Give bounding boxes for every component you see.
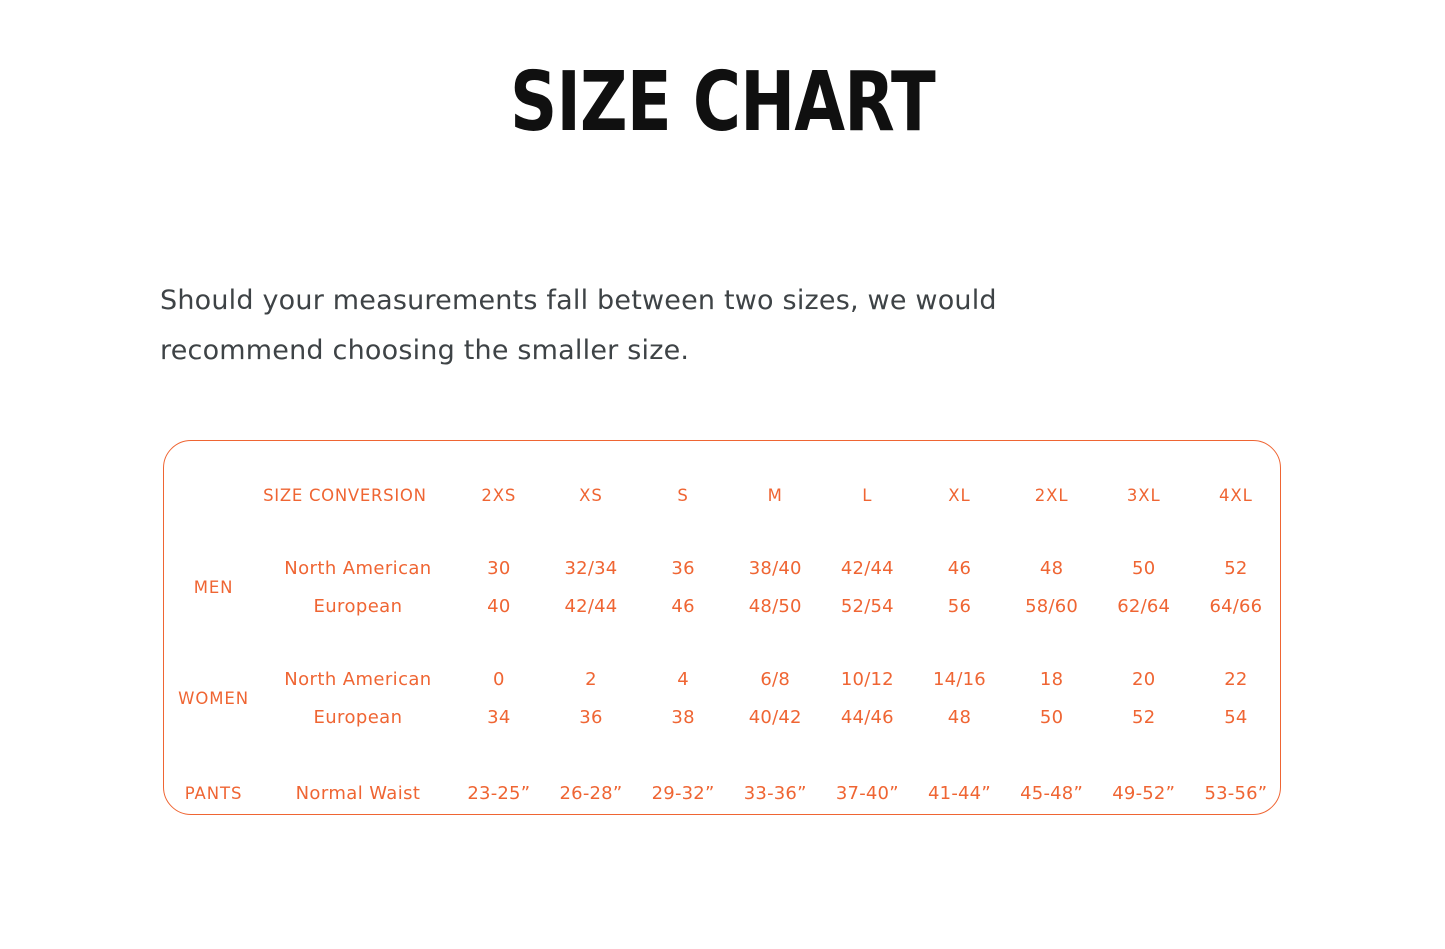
cell-women-na-l: 10/12 bbox=[840, 668, 894, 690]
row-spacer-cell bbox=[164, 626, 1282, 660]
cell-women-na-3xl: 20 bbox=[1132, 668, 1156, 690]
cell-women-eu-s: 38 bbox=[671, 707, 695, 729]
cell-pants-s: 29-32” bbox=[651, 783, 715, 805]
size-conversion-table bbox=[164, 441, 1282, 816]
row-spacer-cell bbox=[164, 737, 1282, 771]
row-label-men-north-american: North American bbox=[284, 557, 432, 579]
cell-men-na-xs: 32/34 bbox=[564, 557, 618, 579]
cell-pants-2xl: 45-48” bbox=[1020, 783, 1083, 805]
row-spacer bbox=[164, 626, 1282, 660]
cell-men-na-l: 42/44 bbox=[840, 557, 894, 579]
header-size-4xl: 4XL bbox=[1219, 485, 1253, 505]
cell-women-eu-2xl: 50 bbox=[1039, 707, 1064, 729]
header-size-l: L bbox=[862, 485, 873, 505]
table-row bbox=[164, 587, 1282, 625]
header-size-2xs: 2XS bbox=[481, 485, 517, 505]
cell-pants-xl: 41-44” bbox=[928, 783, 991, 805]
table-header-row bbox=[164, 441, 1282, 549]
cell-men-eu-s: 46 bbox=[671, 596, 695, 618]
cell-men-eu-l: 52/54 bbox=[840, 596, 894, 618]
intro-paragraph bbox=[160, 276, 1280, 376]
header-size-conversion: SIZE CONVERSION bbox=[263, 485, 427, 505]
header-size-2xl: 2XL bbox=[1034, 485, 1069, 505]
group-label-women: WOMEN bbox=[178, 688, 249, 708]
cell-women-na-xs: 2 bbox=[585, 668, 597, 690]
cell-women-na-s: 4 bbox=[677, 668, 689, 690]
row-spacer bbox=[164, 737, 1282, 771]
row-label-women-north-american: North American bbox=[284, 668, 432, 690]
cell-women-na-2xl: 18 bbox=[1039, 668, 1064, 690]
cell-pants-m: 33-36” bbox=[743, 783, 807, 805]
cell-pants-2xs: 23-25” bbox=[467, 783, 531, 805]
cell-men-eu-3xl: 62/64 bbox=[1117, 596, 1171, 618]
header-size-s: S bbox=[677, 485, 689, 505]
cell-women-na-2xs: 0 bbox=[493, 668, 505, 690]
row-label-men-european: European bbox=[313, 596, 403, 618]
page-title: SIZE CHART bbox=[510, 55, 935, 150]
cell-pants-4xl: 53-56” bbox=[1204, 783, 1268, 805]
table-row bbox=[164, 549, 1282, 587]
intro-line-2: recommend choosing the smaller size. bbox=[160, 334, 690, 366]
header-size-3xl: 3XL bbox=[1126, 485, 1161, 505]
cell-women-eu-m: 40/42 bbox=[748, 707, 802, 729]
row-label-women-european: European bbox=[313, 707, 403, 729]
cell-women-na-4xl: 22 bbox=[1224, 668, 1248, 690]
header-size-m: M bbox=[767, 485, 783, 505]
cell-women-eu-3xl: 52 bbox=[1132, 707, 1156, 729]
group-label-men: MEN bbox=[193, 577, 234, 597]
cell-men-na-2xl: 48 bbox=[1039, 557, 1064, 579]
table-row bbox=[164, 698, 1282, 736]
cell-women-na-xl: 14/16 bbox=[933, 668, 986, 690]
cell-pants-3xl: 49-52” bbox=[1112, 783, 1176, 805]
cell-men-eu-2xs: 40 bbox=[487, 596, 511, 618]
table-row bbox=[164, 771, 1282, 816]
cell-women-eu-l: 44/46 bbox=[840, 707, 894, 729]
cell-men-na-2xs: 30 bbox=[487, 557, 511, 579]
size-chart-card bbox=[163, 440, 1281, 815]
cell-women-eu-4xl: 54 bbox=[1224, 707, 1248, 729]
cell-men-eu-2xl: 58/60 bbox=[1025, 596, 1079, 618]
row-label-pants-normal-waist: Normal Waist bbox=[295, 783, 421, 805]
cell-women-na-m: 6/8 bbox=[760, 668, 790, 690]
cell-men-na-xl: 46 bbox=[947, 557, 972, 579]
header-size-xl: XL bbox=[948, 485, 971, 505]
cell-men-na-4xl: 52 bbox=[1224, 557, 1248, 579]
cell-women-eu-xl: 48 bbox=[947, 707, 972, 729]
table-row bbox=[164, 660, 1282, 698]
cell-men-eu-xs: 42/44 bbox=[564, 596, 618, 618]
cell-pants-xs: 26-28” bbox=[559, 783, 623, 805]
group-label-pants: PANTS bbox=[184, 784, 243, 804]
cell-women-eu-2xs: 34 bbox=[487, 707, 511, 729]
cell-men-eu-xl: 56 bbox=[947, 596, 972, 618]
cell-pants-l: 37-40” bbox=[835, 783, 899, 805]
cell-men-na-s: 36 bbox=[671, 557, 695, 579]
cell-men-eu-m: 48/50 bbox=[748, 596, 802, 618]
cell-men-eu-4xl: 64/66 bbox=[1209, 596, 1263, 618]
intro-line-1: Should your measurements fall between two sizes, we would bbox=[160, 285, 997, 316]
cell-men-na-m: 38/40 bbox=[748, 557, 802, 579]
header-size-xs: XS bbox=[579, 485, 603, 505]
cell-women-eu-xs: 36 bbox=[579, 707, 603, 729]
header-corner-spacer bbox=[164, 441, 263, 549]
cell-men-na-3xl: 50 bbox=[1132, 557, 1156, 579]
